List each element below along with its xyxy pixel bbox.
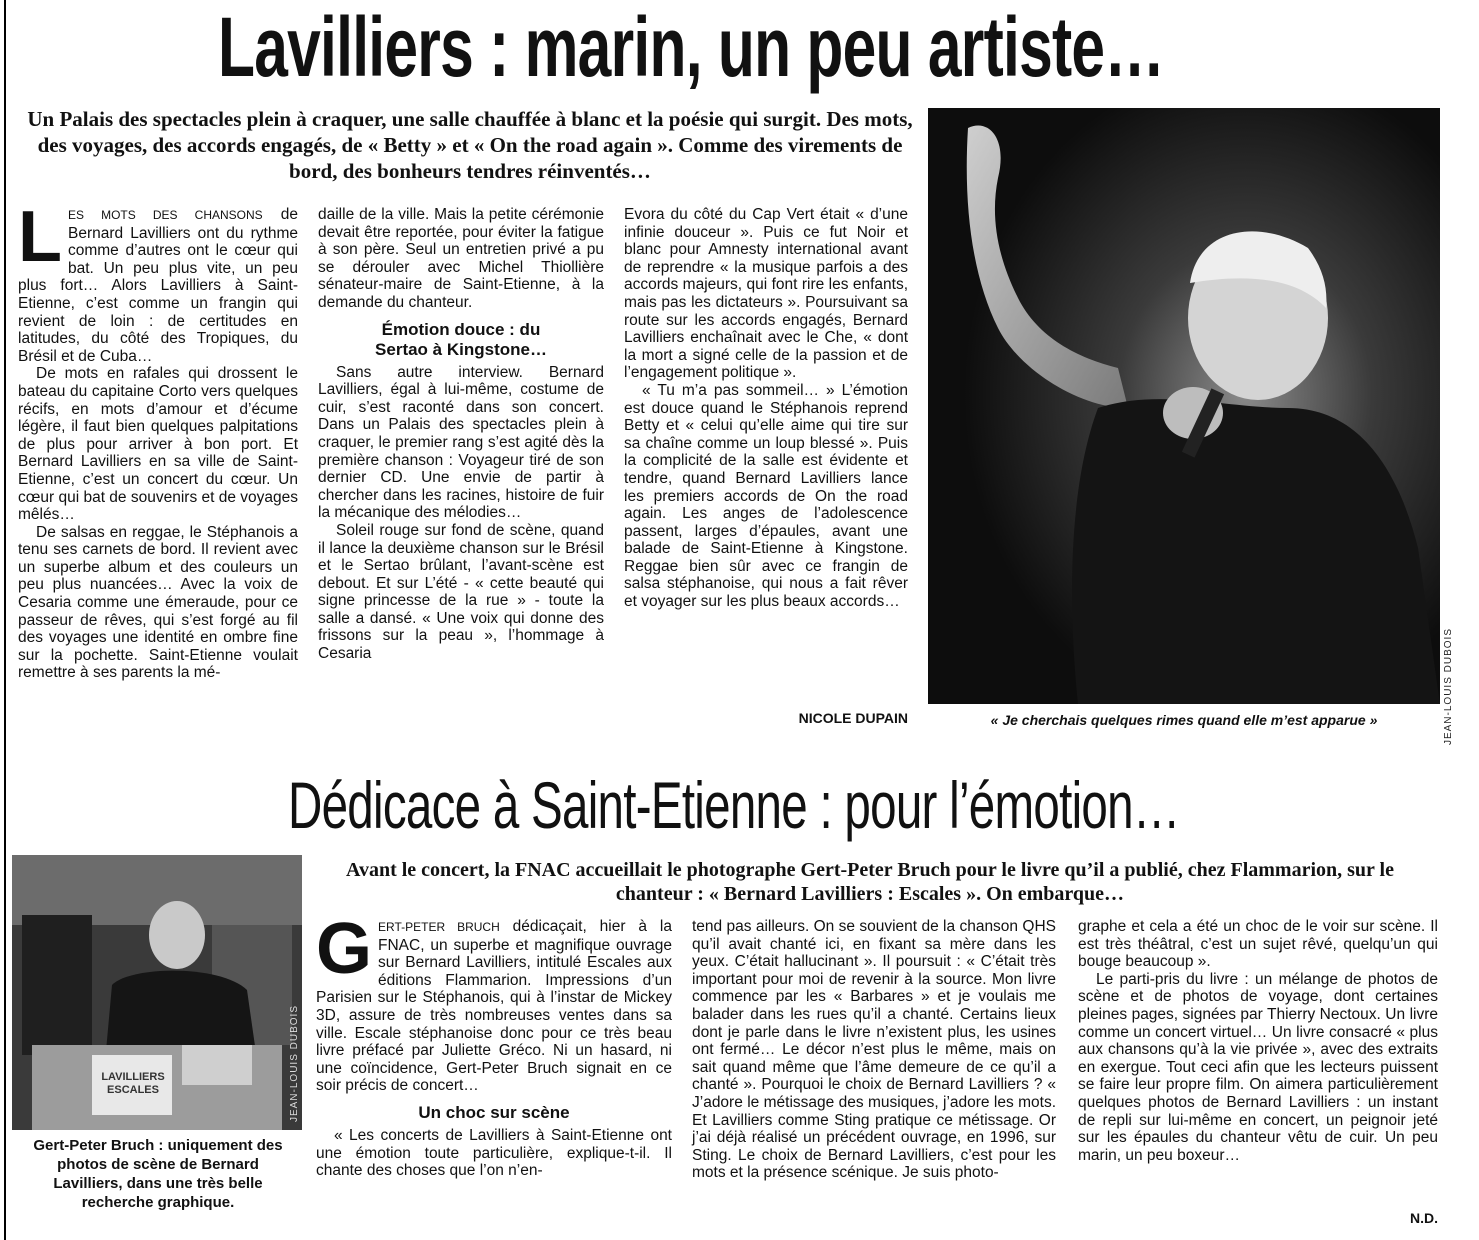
article1-column-3 — [624, 206, 908, 611]
article2-paragraph: GERT-PETER BRUCH dédicaçait, hier à la FNAC, un superbe et magnifique ouvrage sur Bernard Lavilliers, intitulé Escales aux éditions Flammarion. Impressions d’un Parisien sur le Stéphanois, qui à l’instar de Mickey 3D, assure de très nombreuses ventes dans sa ville. Escale stéphanoise donc pour ce très beau livre préfacé par Juliette Gréco. Ni un hasard, ni une coïncidence, Gert-Peter Bruch signait en ce soir précis de concert… — [316, 909, 672, 1095]
book-signing-caption: Gert-Peter Bruch : uniquement des photos de scène de Bernard Lavilliers, dans une très belle recherche graphique. — [33, 1137, 283, 1211]
singer-silhouette — [928, 108, 1440, 704]
article2-paragraph: graphe et cela a été un choc de le voir sur scène. Il est très théâtral, c’est un sujet rêvé, quelqu’un qui bouge beaucoup ». — [1078, 918, 1438, 971]
book-cover-text: LAVILLIERS ESCALES — [101, 1071, 165, 1096]
article1-lead: Un Palais des spectacles plein à craquer, une salle chauffée à blanc et la poésie qui surgit. Des mots, des voyages, des accords engagés, de « Betty » et « On the road again ». Comme des virements de bord, des bonheurs tendres réinventés… — [27, 107, 913, 183]
article2-headline: Dédicace à Saint-Etienne : pour l’émotion… — [288, 768, 1180, 842]
article2-paragraph: « Les concerts de Lavilliers à Saint-Etienne ont une émotion toute particulière, explique-t-il. Il chante des choses que l’on n’en- — [316, 1126, 672, 1180]
article1-paragraph: De salsas en reggae, le Stéphanois a tenu ses carnets de bord. Il revient avec un superbe album et des couleurs un peu plus nuancées… Avec la voix de Cesaria comme une émeraude, pour ce passeur de rêves, qui s’est forgé au fil des voyages une identité en ombre fine sur la pochette. Saint-Etienne voulait remettre à ses parents la mé- — [18, 523, 298, 682]
drop-cap: G — [316, 909, 373, 989]
article1-paragraph: daille de la ville. Mais la petite cérémonie devait être reportée, pour éviter la fatigue à son père. Seul un entretien privé a pu se dérouler avec Michel Thiollière sénateur-maire de Saint-Etienne, à la demande du chanteur. — [318, 206, 604, 311]
book-signing-photo — [12, 855, 302, 1130]
article1-paragraph: LES MOTS DES CHANSONS de Bernard Lavilliers ont du rythme comme d’autres ont le cœur qui bat. Un peu plus vite, un peu plus fort… Alors Lavilliers à Saint-Etienne, c’est comme un frangin qui revient de loin : de certitudes en latitudes, du côté des Tropiques, du Brésil et de Cuba… — [18, 197, 298, 365]
article2-column-1 — [316, 909, 672, 1180]
article1-paragraph: « Tu m’a pas sommeil… » L’émotion est douce quand le Stéphanois reprend Betty et « celui qu’elle aime qui tire sur sa chaîne comme un loup blessé ». Puis la complicité de la salle est évidente et tendre, quand Bernard Lavilliers lance les premiers accords de On the road again. Les anges de l’adolescence passent, larges d’épaules, avant une balade de Saint-Etienne à Kingstone. Reggae bien sûr avec ce frangin de salsa stéphanoise, qui nous a fait rêver et voyager sur les plus beaux accords… — [624, 381, 908, 611]
article1-column-1 — [18, 197, 299, 682]
photo-credit: JEAN-LOUIS DUBOIS — [1443, 628, 1454, 746]
concert-photo-caption: « Je cherchais quelques rimes quand elle m’est apparue » — [990, 712, 1378, 728]
article2-column-3 — [1078, 918, 1438, 1164]
article2-subhead: Un choc sur scène — [418, 1102, 570, 1122]
article1-paragraph: De mots en rafales qui drossent le bateau du capitaine Corto vers quelques récifs, en mots d’amour et d’écume légère, il faut bien quelques palpitations de plus pour arriver à bon port. Et Bernard Lavilliers en sa ville de Saint-Etienne, c’est un concert du cœur. Un cœur qui bat de souvenirs et de voyages mêlés… — [18, 365, 299, 524]
photo-credit: JEAN-LOUIS DUBOIS — [289, 1005, 300, 1123]
article1-paragraph: Sans autre interview. Bernard Lavilliers, égal à lui-même, costume de cuir, s’est raconté dans son concert. Dans un Palais des spectacles plein à craquer, le premier rang s’est agité dès la première chanson : Voyageur tiré de son dernier CD. Une envie de partir à chercher dans les racines, histoire de fuir la mécanique des mélodies… — [318, 363, 604, 522]
article1-paragraph: Evora du côté du Cap Vert était « d’une infinie douceur ». Puis ce fut Noir et blanc pour Amnesty international avant de reprendre « la musique parfois a des accords majeurs, qui font rire les enfants, mais pas les dictateurs ». Poursuivant sa route sur les accords engagés, Bernard Lavilliers enchaînait avec le Che, « dont la mort a signé celle de la passion et de l’engagement politique ». — [624, 206, 908, 382]
article2-paragraph: tend pas ailleurs. On se souvient de la chanson QHS qu’il avait chanté ici, en fixant sa mère dans les yeux. C’était hallucinant ». Il poursuit : « C’était très important pour moi de revenir à la source. Mon livre commence par les « Barbares » et je voulais me balader dans les rues qu’il a chanté. Certains lieux dont je parle dans le livre n’existent plus, les usines ont fermé… Le décor n’est plus le même, mais on sait quand même que l’âme demeure de ce qu’il a chanté ». Pourquoi le choix de Bernard Lavilliers ? « J’adore le métissage des musiques, j’adore les mots. Et Lavilliers comme Sting pratique ce métissage. Or j’ai déjà réalisé un précédent ouvrage, en 1996, sur Sting. Le choix de Bernard Lavilliers, c’est pour les mots et la présence scénique. Je suis photo- — [692, 918, 1056, 1182]
article2-column-2 — [692, 918, 1056, 1182]
article2-paragraph: Le parti-pris du livre : un mélange de photos de scène et de photos de voyage, dont certaines pleines pages, signées par Thierry Nectoux. Un livre comme un concert virtuel… Un livre consacré « plus aux chansons qu’à la vie privée », avec des extraits en exergue. Tout ceci afin que les lecteurs puissent se faire leur propre film. On aimera particulièrement quelques photos de Bernard Lavilliers : un instant de repli sur lui-même en concert, un peignoir jeté sur les épaules du chanteur vêtu de cuir. Un peu marin, un peu boxeur… — [1078, 970, 1438, 1164]
article1-signature: NICOLE DUPAIN — [798, 710, 908, 726]
article1-headline: Lavilliers : marin, un peu artiste… — [218, 0, 1165, 94]
article2-signature: N.D. — [1410, 1210, 1438, 1226]
article1-paragraph: Soleil rouge sur fond de scène, quand il lance la deuxième chanson sur le Brésil et le Sertao brûlant, l’avant-scène est debout. Et sur L’été - « cette beauté qui signe princesse de la rue » - toute la salle a dansé. « Une voix qui donne des frissons sur la peau », l’hommage à Cesaria — [318, 521, 604, 663]
article1-subhead: Émotion douce : du Sertao à Kingstone… — [375, 319, 547, 359]
article1-column-2 — [318, 206, 604, 663]
drop-cap: L — [18, 197, 62, 277]
page-left-rule — [4, 0, 6, 1240]
article2-lead: Avant le concert, la FNAC accueillait le photographe Gert-Peter Bruch pour le livre qu’il a publié, chez Flammarion, sur le chanteur : « Bernard Lavilliers : Escales ». On embarque… — [345, 859, 1394, 905]
